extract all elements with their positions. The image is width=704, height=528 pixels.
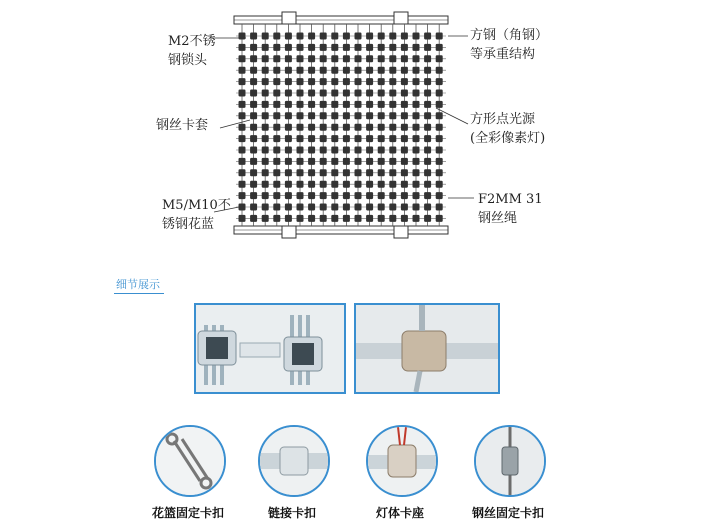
basket-label: M5/M10不 锈钢花蓝 <box>162 198 231 232</box>
light-source-label: 方形点光源 (全彩像素灯) <box>470 112 546 146</box>
caption-wire-clamp: 钢丝固定卡扣 <box>471 506 544 520</box>
turnbuckle-icon <box>154 425 226 497</box>
wire-rope-label: F2MM 31 钢丝绳 <box>478 192 543 226</box>
connector-photo-left <box>194 303 346 394</box>
leader-lines <box>0 0 704 260</box>
cable-sleeve-label: 钢丝卡套 <box>156 118 209 133</box>
caption-turnbuckle: 花篮固定卡扣 <box>151 506 224 520</box>
lock-head-label: M2不锈 钢锁头 <box>168 34 216 68</box>
link-clip-icon <box>258 425 330 497</box>
clip-photo-right <box>354 303 500 394</box>
wire-clamp-icon <box>474 425 546 497</box>
details-title: 细节展示 <box>116 278 160 291</box>
caption-link-clip: 链接卡扣 <box>267 506 316 520</box>
lamp-seat-icon <box>366 425 438 497</box>
caption-lamp-seat: 灯体卡座 <box>375 506 424 520</box>
square-steel-label: 方钢（角钢） 等承重结构 <box>470 28 549 62</box>
details-underline <box>114 293 164 294</box>
